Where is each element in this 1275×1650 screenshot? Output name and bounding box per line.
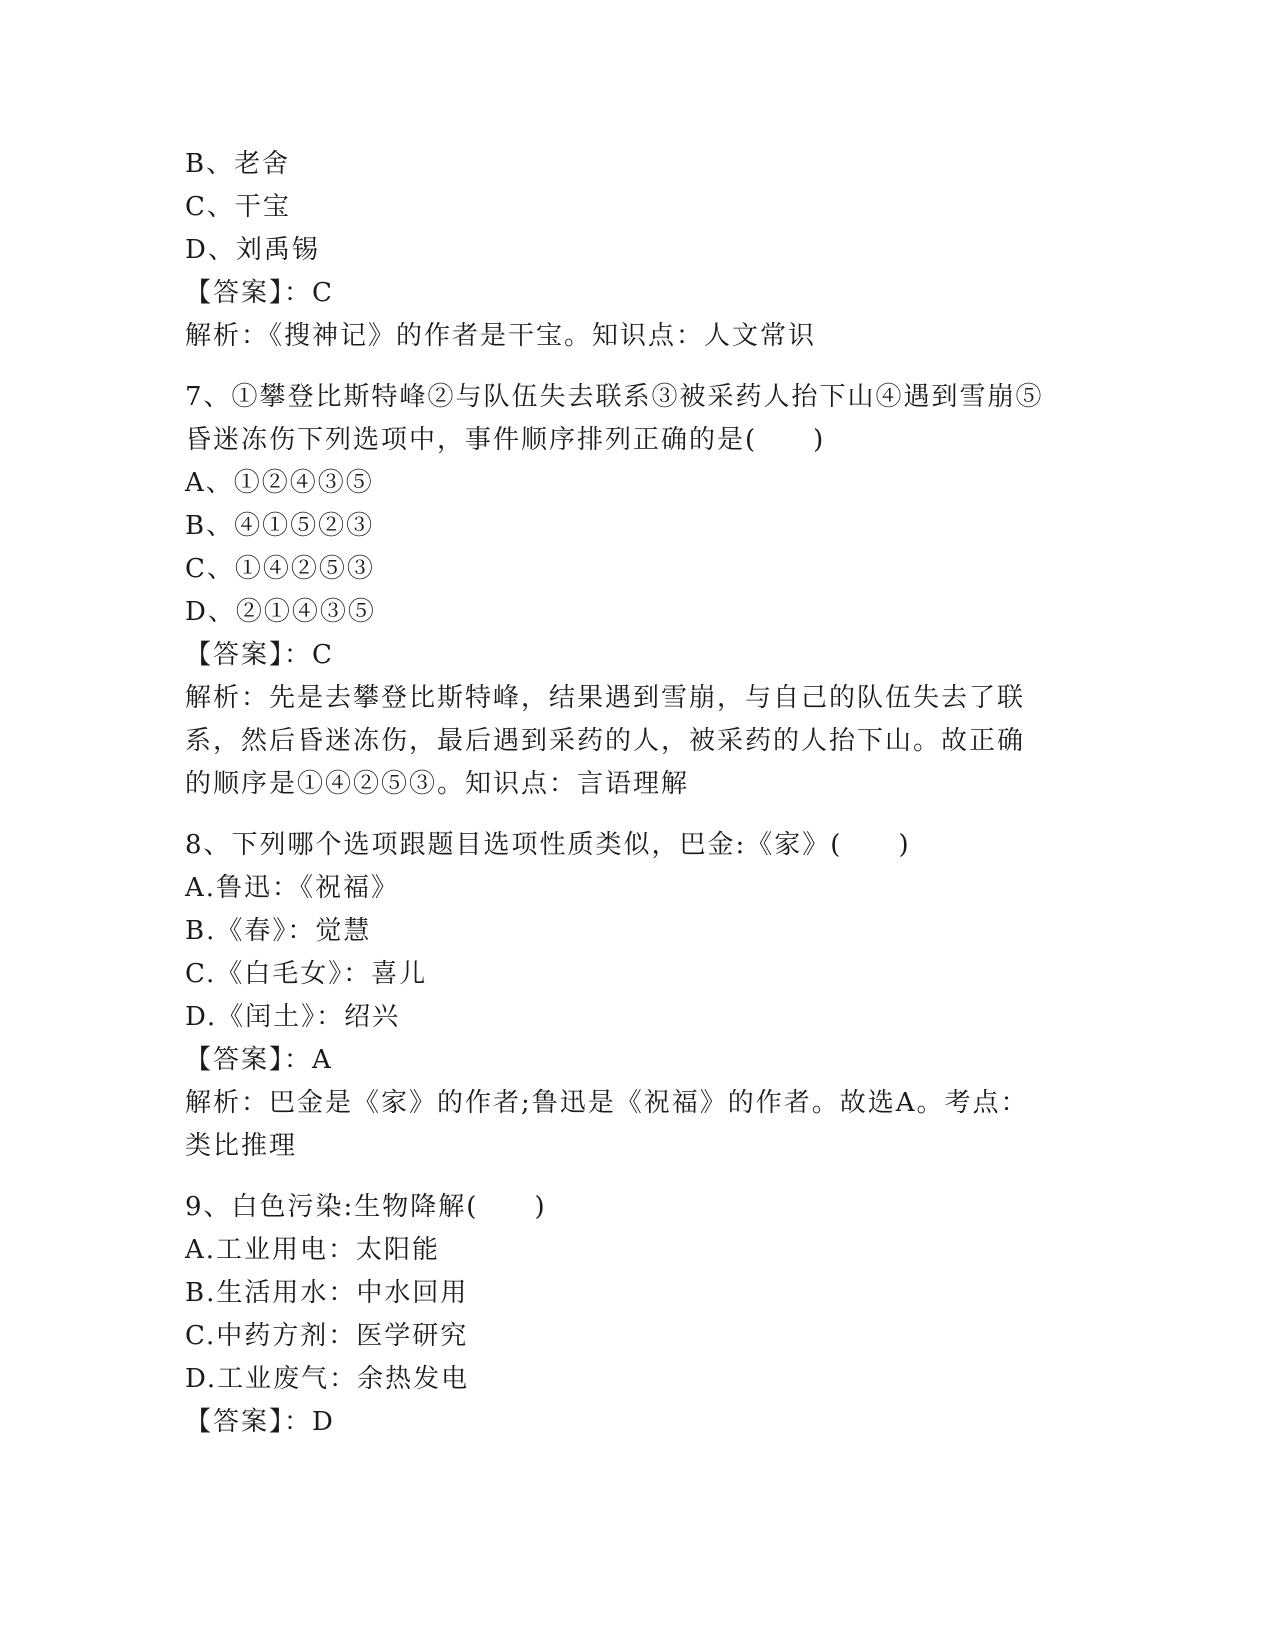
analysis-line: 解析：《搜神记》的作者是干宝。知识点：人文常识 [185,321,817,351]
analysis-line: 的顺序是①④②⑤③。知识点：言语理解 [185,769,690,799]
option-c: C.中药方剂：医学研究 [185,1321,469,1351]
option-d: D.工业废气：余热发电 [185,1364,470,1394]
option-b: B、④①⑤②③ [185,511,375,541]
option-c: C.《白毛女》：喜儿 [185,959,428,989]
option-d: D、刘禹锡 [185,235,320,265]
answer-line: 【答案】：A [185,1045,333,1075]
answer-line: 【答案】：C [185,640,334,670]
analysis-line: 解析：巴金是《家》的作者;鲁迅是《祝福》的作者。故选A。考点： [185,1088,1029,1118]
answer-line: 【答案】：D [185,1407,335,1437]
option-a: A、①②④③⑤ [185,468,374,498]
option-d: D、②①④③⑤ [185,597,376,627]
question-block-7 [185,376,1085,806]
analysis-line: 系，然后昏迷冻伤，最后遇到采药的人，被采药的人抬下山。故正确 [185,726,1026,756]
option-c: C、①④②⑤③ [185,554,375,584]
question-block-prev [185,143,1085,358]
question-block-9 [185,1186,1085,1444]
option-b: B.生活用水：中水回用 [185,1278,469,1308]
analysis-line: 解析：先是去攀登比斯特峰，结果遇到雪崩，与自己的队伍失去了联 [185,683,1026,713]
option-c: C、干宝 [185,192,291,222]
question-stem: 7、①攀登比斯特峰②与队伍失去联系③被采药人抬下山④遇到雪崩⑤ [185,382,1044,412]
option-b: B.《春》：觉慧 [185,916,372,946]
answer-line: 【答案】：C [185,278,334,308]
analysis-line: 类比推理 [185,1131,298,1161]
question-stem: 昏迷冻伤下列选项中，事件顺序排列正确的是( ) [185,425,826,455]
question-stem: 9、白色污染:生物降解( ) [185,1192,547,1222]
question-stem: 8、下列哪个选项跟题目选项性质类似，巴金:《家》( ) [185,830,911,860]
option-a: A.工业用电：太阳能 [185,1235,441,1265]
document-page [185,143,1085,1444]
option-b: B、老舍 [185,149,291,179]
option-d: D.《闰土》：绍兴 [185,1002,401,1032]
option-a: A.鲁迅：《祝福》 [185,873,400,903]
question-block-8 [185,824,1085,1168]
